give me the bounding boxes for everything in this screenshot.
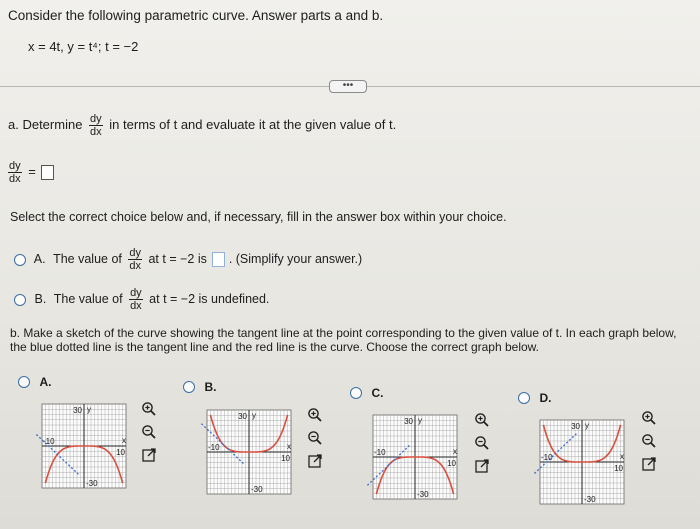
x-min-label: -10 (374, 448, 386, 457)
choice-a-mid: at t = −2 is (148, 251, 207, 266)
zoom-out-icon[interactable] (307, 430, 323, 446)
y-min-label: -30 (417, 490, 429, 499)
graph-option-c[interactable] (350, 384, 383, 402)
choice-a-pre: The value of (53, 251, 122, 266)
radio-graph-b[interactable] (183, 381, 195, 393)
choice-b-fraction: $\frac{dy}{dx}$ (130, 287, 142, 312)
part-b-prompt: b. Make a sketch of the curve showing the tangent line at the point corresponding to the given value of t. In each graph below, the blue dotted line is the tangent line and the red line is the curve. Choose the correct graph below. (10, 326, 677, 354)
part-a-prefix: a. Determine (8, 116, 83, 132)
question-intro: Consider the following parametric curve. Answer parts a and b. (8, 8, 384, 23)
choice-a[interactable] (14, 247, 362, 272)
y-max-label: 30 (238, 412, 247, 421)
radio-graph-a[interactable] (18, 376, 30, 388)
equals-sign: = (28, 163, 36, 179)
choice-a-answer-box[interactable] (212, 252, 225, 267)
graph-b-tools (307, 407, 325, 476)
choice-a-letter: A. (33, 251, 46, 266)
x-axis-label: x (122, 436, 126, 445)
expand-icon[interactable] (307, 453, 323, 469)
x-max-label: 10 (614, 464, 623, 473)
zoom-in-icon[interactable] (474, 412, 490, 428)
x-axis-label: x (620, 452, 624, 461)
radio-choice-a[interactable] (14, 254, 26, 266)
expand-icon[interactable] (474, 458, 490, 474)
x-max-label: 10 (281, 454, 290, 463)
part-a-prompt (8, 113, 396, 138)
graph-c (365, 409, 465, 505)
y-max-label: 30 (73, 406, 82, 415)
graph-d (532, 414, 632, 510)
y-min-label: -30 (584, 495, 596, 504)
graph-d-tools (641, 410, 659, 479)
expand-more-button[interactable]: ••• (329, 80, 367, 93)
instruction-text: Select the correct choice below and, if necessary, fill in the answer box within your choice. (10, 210, 507, 224)
graph-d-letter: D. (539, 391, 552, 405)
radio-graph-d[interactable] (518, 392, 530, 404)
choice-b-letter: B. (34, 291, 47, 306)
zoom-out-icon[interactable] (641, 433, 657, 449)
graph-c-tools (474, 412, 492, 481)
choice-b-pre: The value of (53, 291, 123, 306)
x-min-label: -10 (43, 437, 55, 446)
choice-b-post: at t = −2 is undefined. (149, 291, 270, 306)
graph-c-letter: C. (371, 386, 384, 400)
y-min-label: -30 (251, 485, 263, 494)
y-axis-label: y (585, 421, 589, 430)
y-min-label: -30 (86, 479, 98, 488)
derivative-fraction: $\frac{dy}{dx}$ (9, 160, 21, 185)
y-max-label: 30 (404, 417, 413, 426)
zoom-out-icon[interactable] (141, 424, 157, 440)
graph-a-letter: A. (39, 375, 52, 389)
choice-b[interactable] (14, 287, 269, 312)
choice-a-post: . (Simplify your answer.) (228, 251, 363, 266)
zoom-in-icon[interactable] (307, 407, 323, 423)
derivative-answer-box[interactable] (41, 165, 54, 180)
graph-option-b[interactable] (183, 378, 216, 396)
dy-dx-fraction: $\frac{dy}{dx}$ (90, 113, 102, 138)
y-max-label: 30 (571, 422, 580, 431)
curve-equation: x = 4t, y = t⁴; t = −2 (28, 39, 139, 54)
graph-b (199, 404, 299, 500)
zoom-out-icon[interactable] (474, 435, 490, 451)
graph-b-letter: B. (204, 380, 217, 394)
graph-a-tools (141, 401, 159, 470)
x-axis-label: x (453, 447, 457, 456)
derivative-answer-row (8, 160, 54, 185)
y-axis-label: y (252, 411, 256, 420)
graph-option-a[interactable] (18, 373, 51, 391)
radio-graph-c[interactable] (350, 387, 362, 399)
part-a-suffix: in terms of t and evaluate it at the given value of t. (109, 116, 397, 132)
graph-a (34, 398, 134, 494)
expand-icon[interactable] (641, 456, 657, 472)
x-max-label: 10 (116, 448, 125, 457)
choice-a-fraction: $\frac{dy}{dx}$ (129, 247, 141, 272)
x-max-label: 10 (447, 459, 456, 468)
expand-icon[interactable] (141, 447, 157, 463)
x-axis-label: x (287, 442, 291, 451)
zoom-in-icon[interactable] (141, 401, 157, 417)
graph-option-d[interactable] (518, 389, 551, 407)
radio-choice-b[interactable] (14, 294, 26, 306)
y-axis-label: y (418, 416, 422, 425)
x-min-label: -10 (208, 443, 220, 452)
zoom-in-icon[interactable] (641, 410, 657, 426)
y-axis-label: y (87, 405, 91, 414)
x-min-label: -10 (541, 453, 553, 462)
